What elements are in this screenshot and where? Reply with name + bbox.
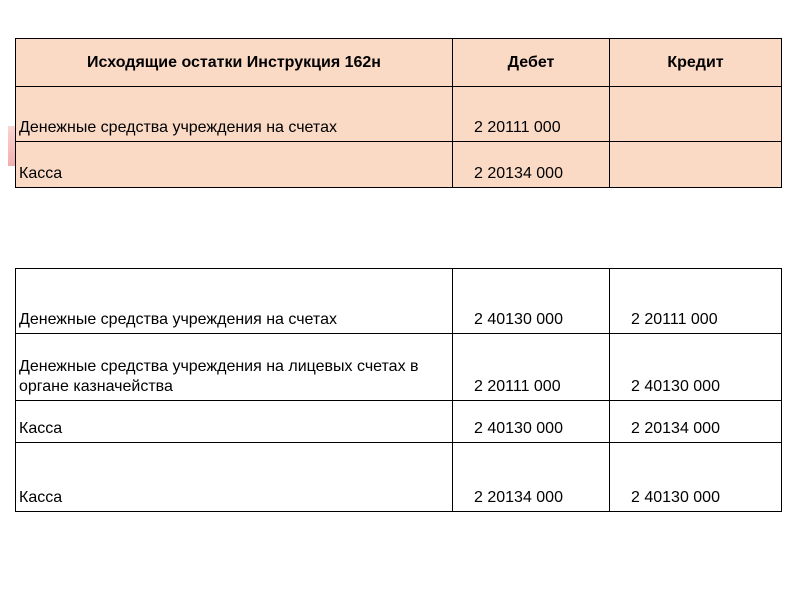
credit-cell	[610, 87, 782, 142]
transactions-table	[15, 268, 782, 512]
debit-cell: 2 20134 000	[453, 142, 610, 188]
table-row	[16, 443, 782, 512]
credit-cell	[610, 142, 782, 188]
header-account-title: Исходящие остатки Инструкция 162н	[16, 39, 453, 87]
closing-balances-table	[15, 38, 782, 188]
debit-cell: 2 40130 000	[453, 269, 610, 334]
table-row	[16, 269, 782, 334]
table-row	[16, 142, 782, 188]
debit-cell: 2 40130 000	[453, 401, 610, 443]
header-debit: Дебет	[453, 39, 610, 87]
credit-cell: 2 20134 000	[610, 401, 782, 443]
debit-cell: 2 20134 000	[453, 443, 610, 512]
table-header-row	[16, 39, 782, 87]
table-row	[16, 334, 782, 401]
table-row	[16, 401, 782, 443]
account-name-cell: Денежные средства учреждения на лицевых счетах в органе казначейства	[16, 334, 453, 401]
credit-cell: 2 40130 000	[610, 443, 782, 512]
header-credit: Кредит	[610, 39, 782, 87]
table-row	[16, 87, 782, 142]
account-name-cell: Касса	[16, 401, 453, 443]
account-name-cell: Касса	[16, 142, 453, 188]
credit-cell: 2 20111 000	[610, 269, 782, 334]
credit-cell: 2 40130 000	[610, 334, 782, 401]
debit-cell: 2 20111 000	[453, 334, 610, 401]
debit-cell: 2 20111 000	[453, 87, 610, 142]
account-name-cell: Денежные средства учреждения на счетах	[16, 87, 453, 142]
account-name-cell: Денежные средства учреждения на счетах	[16, 269, 453, 334]
account-name-cell: Касса	[16, 443, 453, 512]
